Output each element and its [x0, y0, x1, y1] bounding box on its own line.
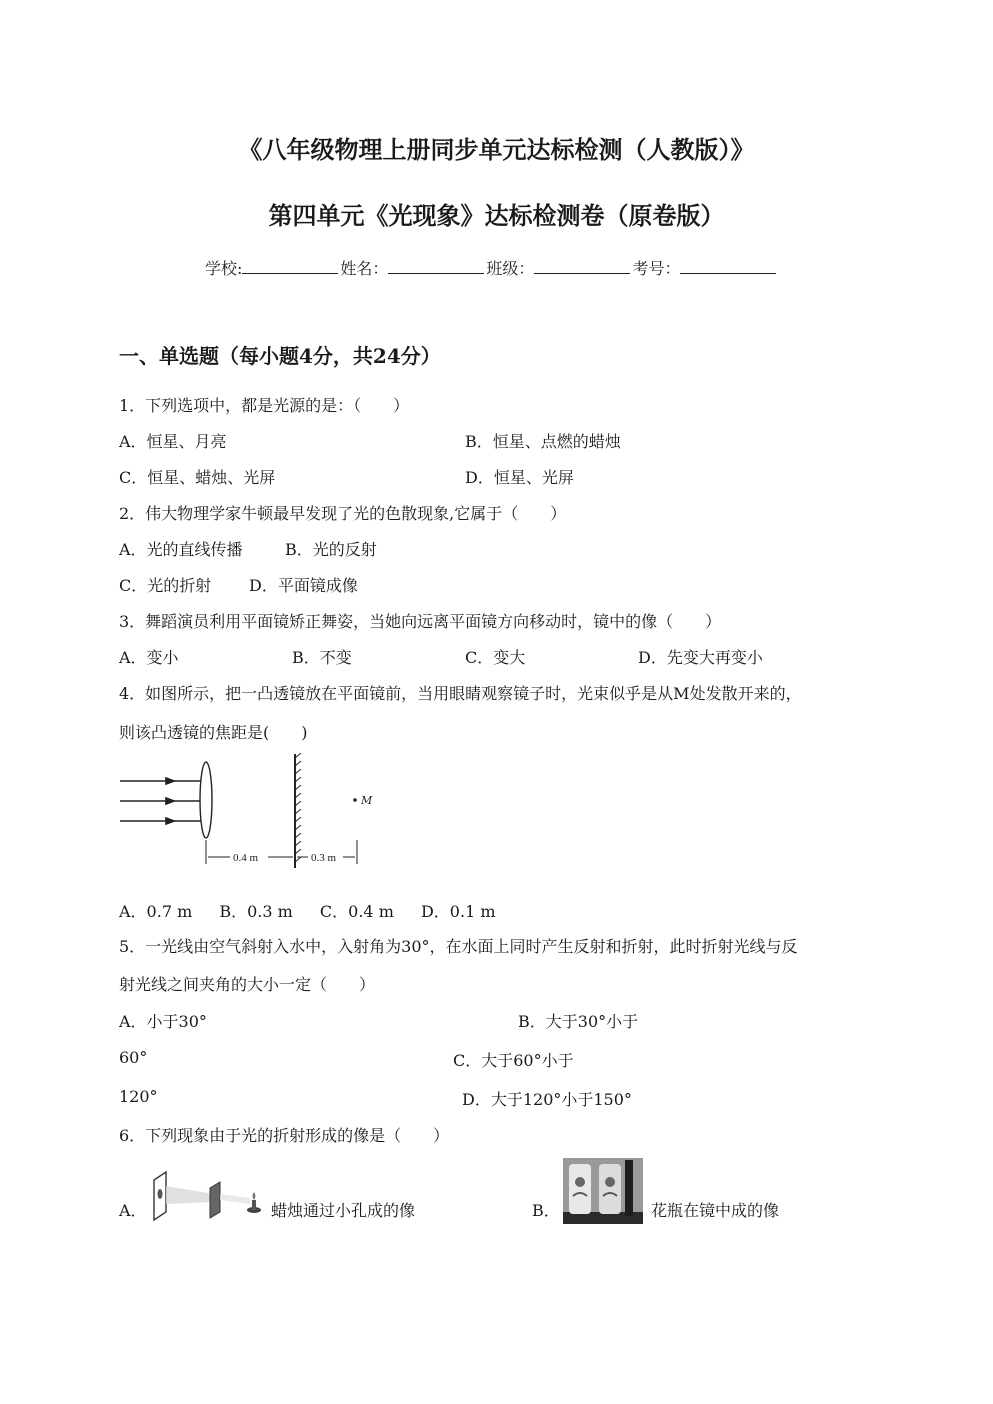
class-label: 班级：: [486, 259, 535, 278]
q3-option-c: C．变大: [465, 648, 526, 667]
q4-option-b: B．0.3 m: [219, 902, 293, 921]
name-label: 姓名：: [340, 259, 389, 278]
question-3-stem: 3．舞蹈演员利用平面镜矫正舞姿，当她向远离平面镜方向移动时，镜中的像（ ）: [119, 612, 722, 631]
pinhole-camera-picture: [148, 1168, 266, 1226]
q5-option-c-part2: 120°: [119, 1087, 158, 1106]
lens-mirror-diagram: [115, 748, 385, 878]
exam-number-label: 考号：: [632, 259, 681, 278]
q1-option-d: D．恒星、光屏: [465, 468, 574, 487]
q6-option-a-letter: A．: [119, 1201, 147, 1220]
vase-mirror-picture: [563, 1158, 643, 1224]
distance-label-1: 0.4 m: [233, 852, 259, 864]
q5-option-b-part1: B．大于30°小于: [518, 1012, 639, 1031]
question-6-stem: 6．下列现象由于光的折射形成的像是（ ）: [119, 1126, 450, 1145]
q2-option-a: A．光的直线传播: [119, 540, 243, 559]
q5-option-d: D．大于120°小于150°: [462, 1090, 632, 1109]
point-m-label: M: [361, 794, 373, 807]
q4-option-a: A．0.7 m: [119, 902, 193, 921]
convex-lens: [200, 762, 212, 838]
class-field[interactable]: [534, 259, 630, 274]
q1-option-a: A．恒星、月亮: [119, 432, 227, 451]
question-2-stem: 2．伟大物理学家牛顿最早发现了光的色散现象,它属于（ ）: [119, 504, 567, 523]
q4-options: [119, 899, 496, 922]
q3-option-d: D．先变大再变小: [638, 648, 763, 667]
school-label: 学校:: [205, 259, 243, 278]
q6-option-a-text: 蜡烛通过小孔成的像: [271, 1201, 416, 1220]
name-field[interactable]: [388, 259, 484, 274]
question-5-stem-line2: 射光线之间夹角的大小一定（ ）: [119, 975, 376, 994]
q3-option-b: B．不变: [292, 648, 352, 667]
q4-option-c: C．0.4 m: [319, 902, 394, 921]
plane-mirror: [295, 753, 301, 868]
school-field[interactable]: [242, 259, 338, 274]
q1-option-b: B．恒星、点燃的蜡烛: [465, 432, 621, 451]
q6-option-b-text: 花瓶在镜中成的像: [651, 1201, 780, 1220]
q4-option-d: D．0.1 m: [420, 902, 496, 921]
question-1-stem: 1．下列选项中，都是光源的是：（ ）: [119, 396, 410, 415]
point-m-dot: [353, 798, 357, 802]
section-heading: 一、单选题（每小题4分，共24分）: [119, 344, 441, 368]
question-5-stem-line1: 5．一光线由空气斜射入水中，入射角为30°，在水面上同时产生反射和折射，此时折射光线与反: [119, 937, 798, 956]
q6-option-b-letter: B．: [532, 1201, 560, 1220]
distance-label-2: 0.3 m: [311, 852, 337, 864]
document-title: 《八年级物理上册同步单元达标检测（人教版）》: [238, 135, 755, 164]
q5-option-b-part2: 60°: [119, 1048, 148, 1067]
q1-option-c: C．恒星、蜡烛、光屏: [119, 468, 276, 487]
exam-number-field[interactable]: [680, 259, 776, 274]
question-4-stem-line1: 4．如图所示，把一凸透镜放在平面镜前，当用眼睛观察镜子时，光束似乎是从M处发散开来的，: [119, 684, 802, 703]
student-info-line: [205, 256, 778, 279]
q2-option-d: D．平面镜成像: [249, 576, 358, 595]
incident-light-rays: [120, 781, 201, 821]
document-subtitle: 第四单元《光现象》达标检测卷（原卷版）: [268, 201, 725, 230]
q2-option-b: B．光的反射: [285, 540, 377, 559]
question-4-stem-line2: 则该凸透镜的焦距是( ): [119, 723, 308, 742]
q5-option-c-part1: C．大于60°小于: [453, 1051, 574, 1070]
q3-option-a: A．变小: [119, 648, 179, 667]
q2-option-c: C．光的折射: [119, 576, 212, 595]
q5-option-a: A．小于30°: [119, 1012, 207, 1031]
